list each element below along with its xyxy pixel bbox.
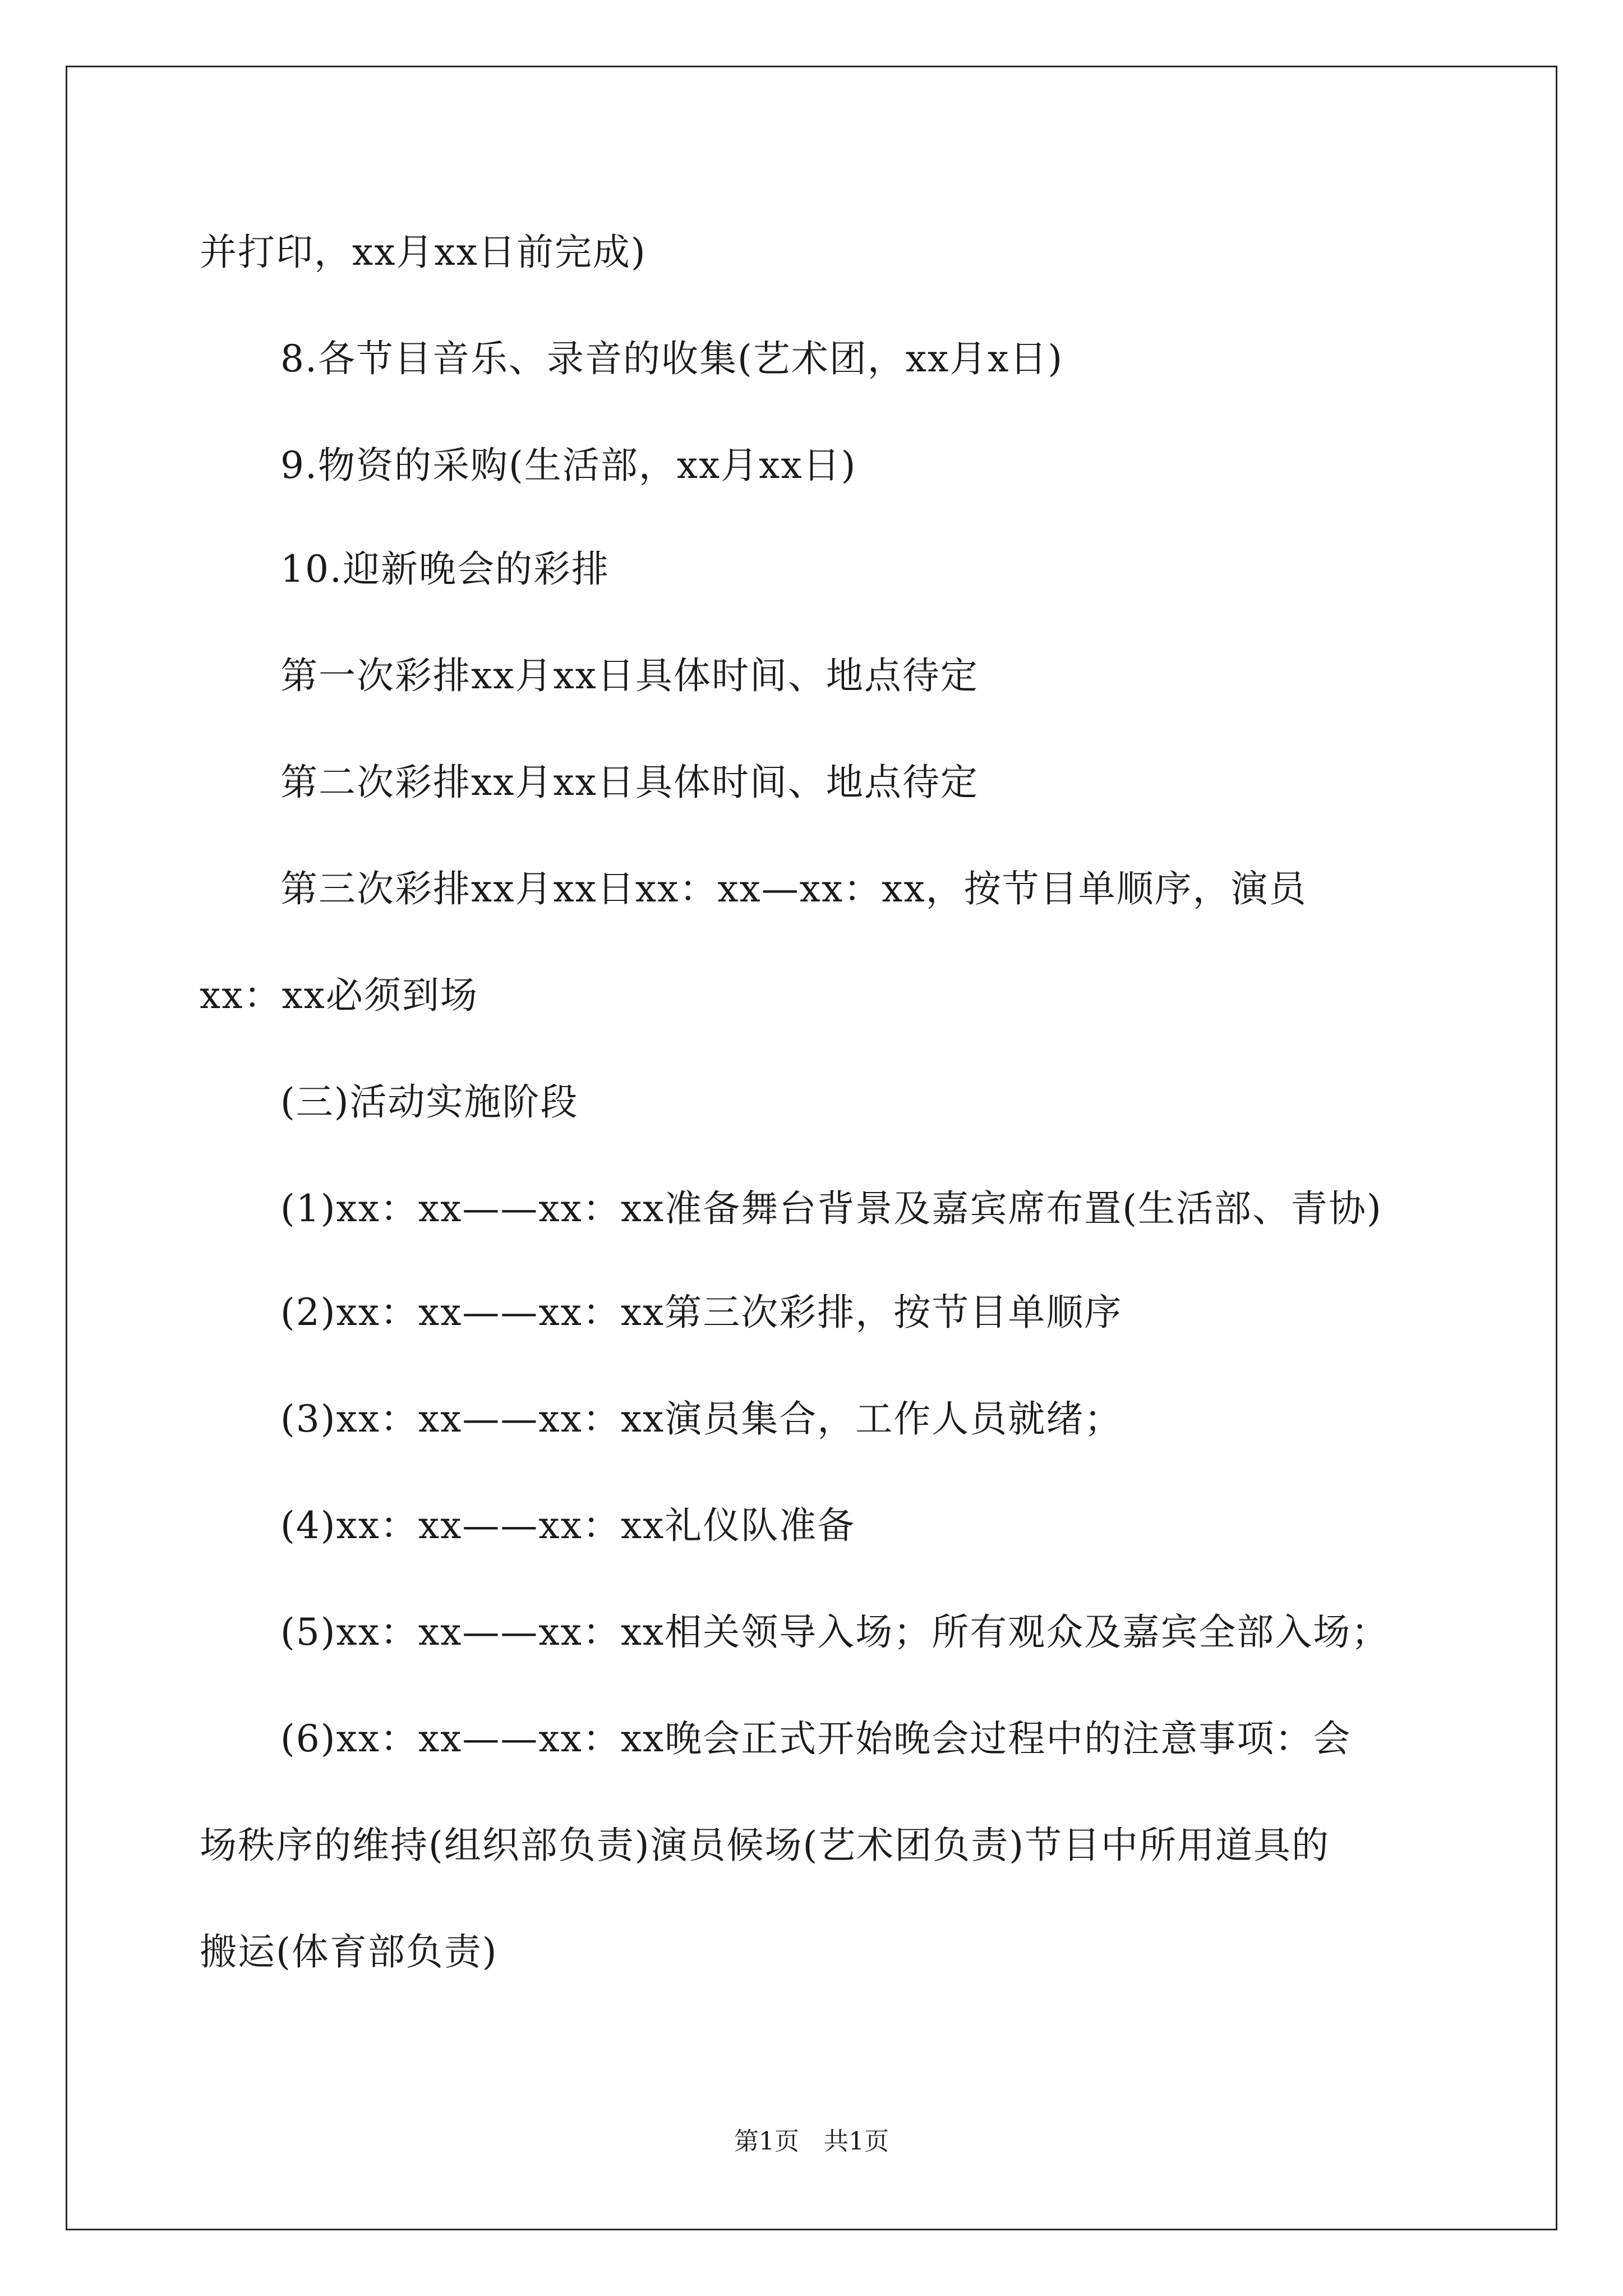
text-line: (4)xx：xx——xx：xx礼仪队准备 [280, 1504, 856, 1547]
text-line: (5)xx：xx——xx：xx相关领导入场；所有观众及嘉宾全部入场； [280, 1611, 1390, 1654]
text-line: 第一次彩排xx月xx日具体时间、地点待定 [280, 654, 979, 697]
text-line: (1)xx：xx——xx：xx准备舞台背景及嘉宾席布置(生活部、青协) [280, 1187, 1382, 1230]
page-number-footer: 第1页 共1页 [734, 2127, 889, 2156]
text-line: 搬运(体育部负责) [200, 1930, 498, 1973]
text-line: 场秩序的维持(组织部负责)演员候场(艺术团负责)节目中所用道具的 [200, 1824, 1330, 1867]
text-line: (3)xx：xx——xx：xx演员集合，工作人员就绪； [280, 1397, 1123, 1441]
text-line: xx：xx必须到场 [200, 974, 478, 1017]
text-line: 并打印，xx月xx日前完成) [200, 231, 647, 274]
text-line: (三)活动实施阶段 [280, 1080, 579, 1124]
text-line: 第二次彩排xx月xx日具体时间、地点待定 [280, 761, 979, 804]
text-line: (6)xx：xx——xx：xx晚会正式开始晚会过程中的注意事项：会 [280, 1717, 1352, 1760]
page-border [66, 66, 1557, 2230]
text-line: 9.物资的采购(生活部，xx月xx日) [280, 444, 857, 487]
text-line: 第三次彩排xx月xx日xx：xx—xx：xx，按节目单顺序，演员 [280, 867, 1307, 910]
text-line: (2)xx：xx——xx：xx第三次彩排，按节目单顺序 [280, 1291, 1123, 1334]
text-line: 10.迎新晚会的彩排 [280, 547, 610, 591]
text-line: 8.各节目音乐、录音的收集(艺术团，xx月x日) [280, 337, 1064, 380]
